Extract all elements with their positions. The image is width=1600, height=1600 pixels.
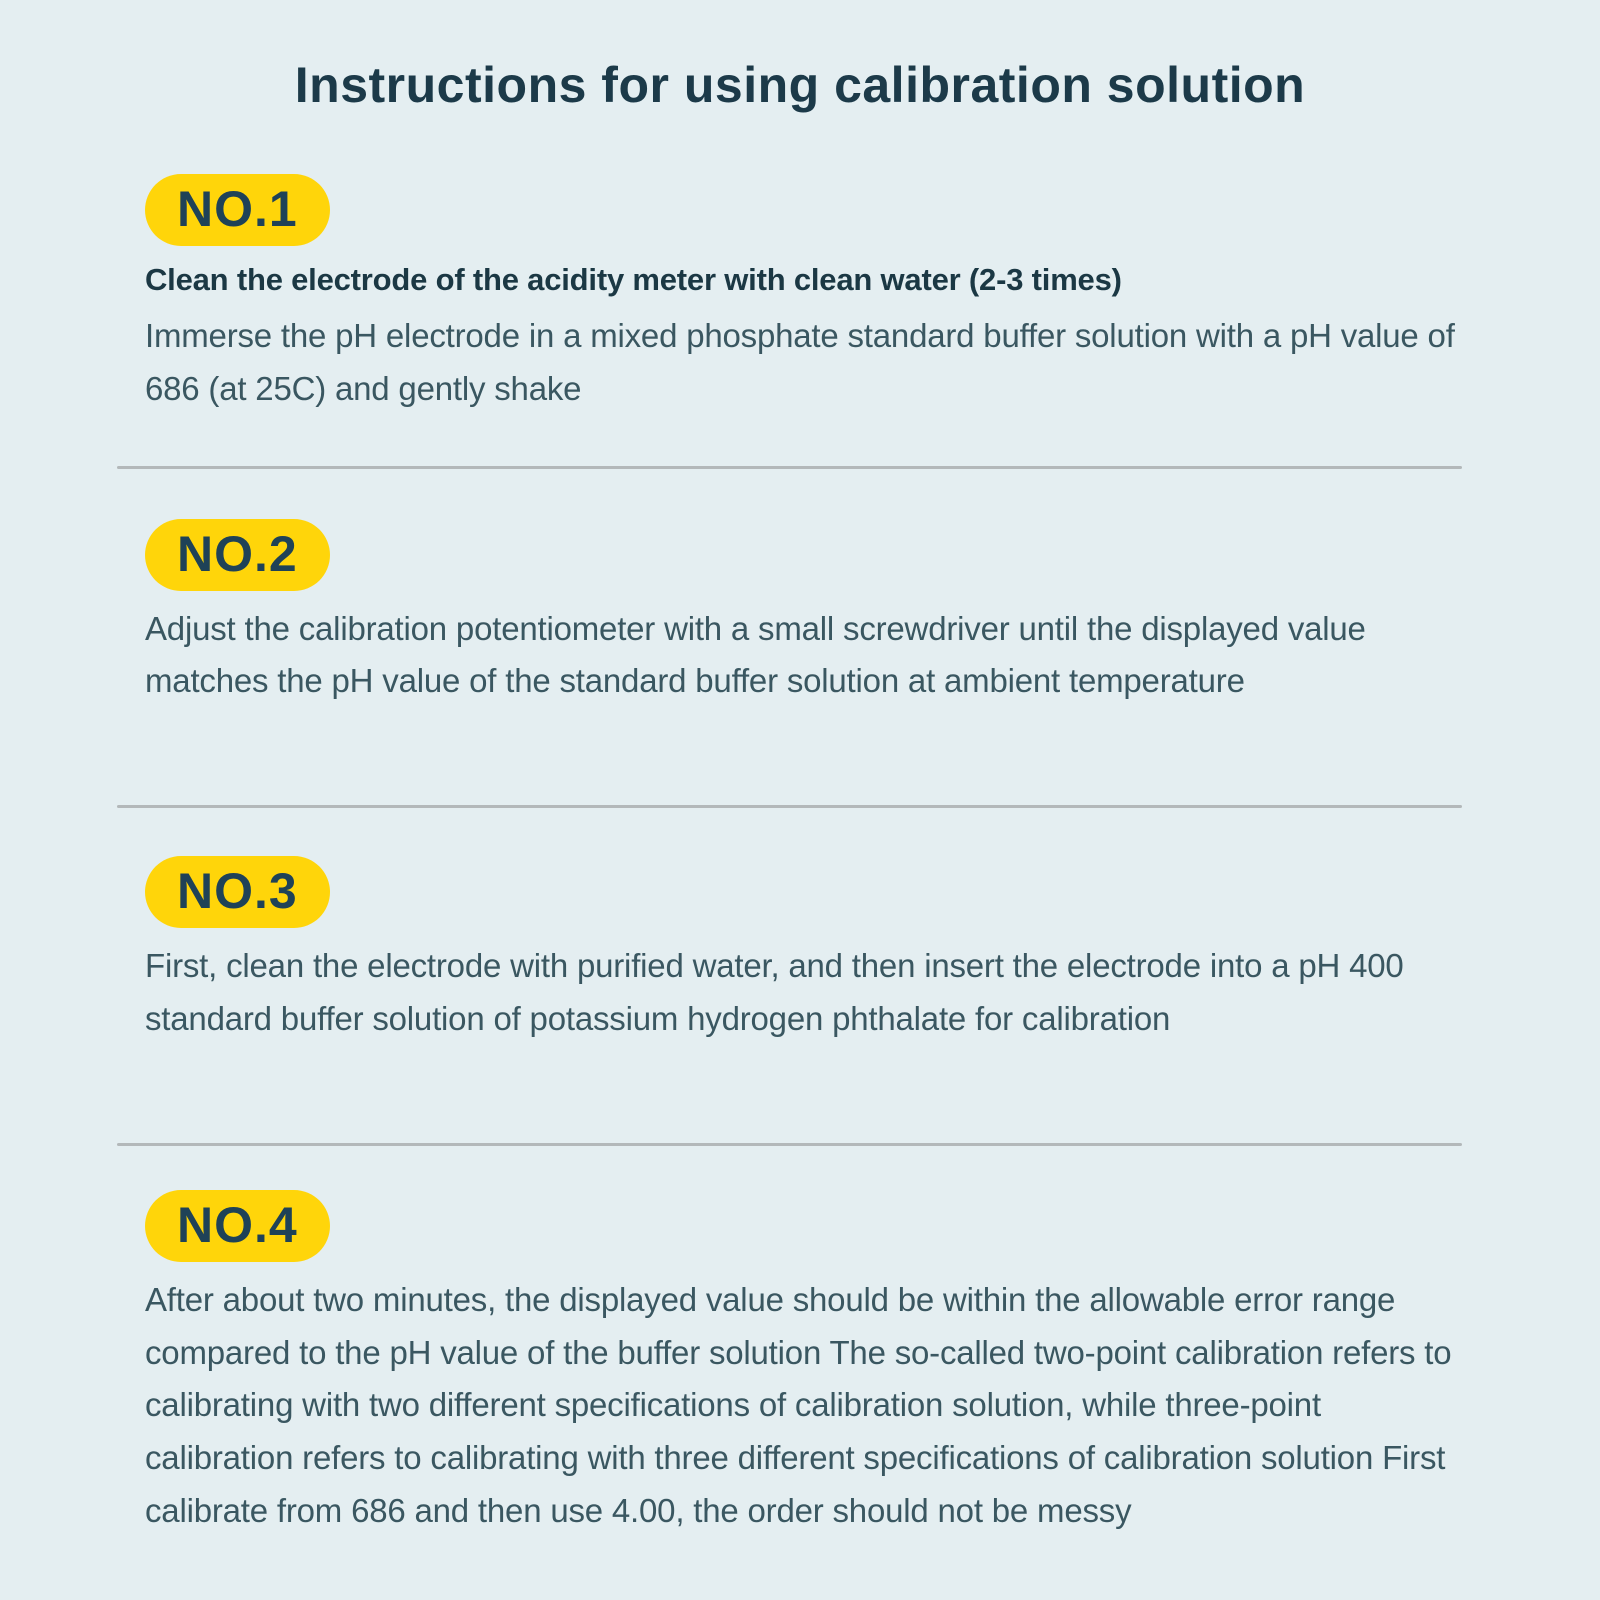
instruction-section-1 [145, 174, 1475, 416]
page-title: Instructions for using calibration solution [294, 57, 1306, 113]
section-divider [117, 805, 1462, 808]
step-1-badge: NO.1 [145, 174, 330, 246]
instruction-section-4 [145, 1190, 1475, 1538]
section-divider [117, 466, 1462, 469]
step-4-body: After about two minutes, the displayed value should be within the allowable error range compared to the pH value of the buffer solution The so-called two-point calibration refers to calibrating with two different specifications of calibration solution, while three-point calibration refers to calibrating with three different specifications of calibration solution First calibrate from 686 and then use 4.00, the order should not be messy [145, 1280, 1452, 1529]
step-2-body: Adjust the calibration potentiometer with a small screwdriver until the displayed value matches the pH value of the standard buffer solution at ambient temperature [145, 609, 1366, 700]
step-1-body: Immerse the pH electrode in a mixed phosphate standard buffer solution with a pH value of 686 (at 25C) and gently shake [145, 317, 1455, 407]
step-4-badge: NO.4 [145, 1190, 330, 1262]
section-divider [117, 1143, 1462, 1146]
step-2-badge: NO.2 [145, 519, 330, 591]
instruction-section-2 [145, 519, 1475, 709]
step-3-badge: NO.3 [145, 856, 330, 928]
instruction-section-3 [145, 856, 1475, 1046]
step-3-body: First, clean the electrode with purified water, and then insert the electrode into a pH 400 standard buffer solution of potassium hydrogen phthalate for calibration [145, 947, 1404, 1037]
step-1-heading: Clean the electrode of the acidity meter with clean water (2-3 times) [145, 262, 1122, 297]
content-area [0, 174, 1600, 1538]
